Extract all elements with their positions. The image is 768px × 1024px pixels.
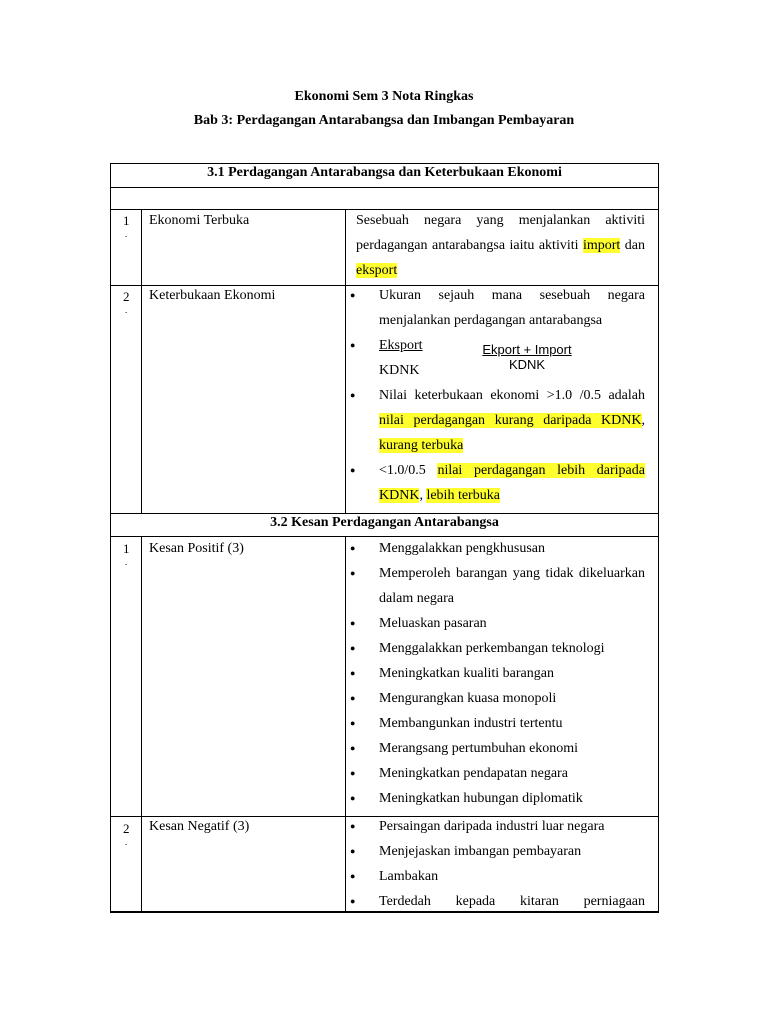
list-item: ● Lambakan xyxy=(346,864,645,889)
table-rule xyxy=(110,187,659,188)
term-label: Ekonomi Terbuka xyxy=(149,213,250,228)
document-title: Ekonomi Sem 3 Nota Ringkas xyxy=(294,89,474,104)
term-definition: Sesebuah negara yang menjalankan aktiviti perdagangan antarabangsa iaitu aktiviti import dan eksport xyxy=(356,213,646,278)
document-subtitle: Bab 3: Perdagangan Antarabangsa dan Imbangan Pembayaran xyxy=(193,113,575,128)
list-item: ● Memperoleh barangan yang tidak dikeluarkan dalam negara xyxy=(346,561,645,611)
list-item: ● Menggalakkan perkembangan teknologi xyxy=(346,636,645,661)
section-heading: 3.2 Kesan Perdagangan Antarabangsa xyxy=(270,515,499,530)
table-border-top xyxy=(110,163,659,164)
highlight-text: eksport xyxy=(356,263,398,278)
list-item: ● Persaingan daripada industri luar negara xyxy=(346,814,645,839)
highlight-text: nilai perdagangan kurang daripada KDNK xyxy=(379,413,642,428)
table-border-right xyxy=(658,163,659,913)
list-item: ● Terdedah kepada kitaran perniagaan xyxy=(346,889,645,914)
term-label: Kesan Positif (3) xyxy=(149,541,244,556)
highlight-text: kurang terbuka xyxy=(379,438,464,453)
list-item: ● Meluaskan pasaran xyxy=(346,611,645,636)
list-item: ● Ukuran sejauh mana sesebuah negara menjalankan perdagangan antarabangsa xyxy=(346,283,645,333)
formula-numerator: Eksport xyxy=(379,338,423,353)
list-item: ● Meningkatkan pendapatan negara xyxy=(346,761,645,786)
list-item: ● Meningkatkan kualiti barangan xyxy=(346,661,645,686)
openness-formula xyxy=(472,342,582,372)
notes-table xyxy=(110,163,659,913)
negative-effects-list xyxy=(346,814,645,914)
list-item: ● Membangunkan industri tertentu xyxy=(346,711,645,736)
highlight-text: nilai perdagangan lebih daripada KDNK xyxy=(379,463,645,503)
definition-list xyxy=(346,283,645,508)
highlight-text: lebih terbuka xyxy=(426,488,500,503)
list-item: ● <1.0/0.5 nilai perdagangan lebih daripada KDNK, lebih terbuka xyxy=(346,458,645,508)
highlight-text: import xyxy=(582,238,621,253)
list-item: ● Nilai keterbukaan ekonomi >1.0 /0.5 adalah nilai perdagangan kurang daripada KDNK, kurang terbuka xyxy=(346,383,645,458)
formula-denominator: KDNK xyxy=(379,363,420,378)
row-number: 2 . xyxy=(123,289,130,315)
row-number: 2 . xyxy=(123,821,130,847)
list-item: ● Merangsang pertumbuhan ekonomi xyxy=(346,736,645,761)
term-label: Keterbukaan Ekonomi xyxy=(149,288,276,303)
term-label: Kesan Negatif (3) xyxy=(149,819,250,834)
row-number: 1 . xyxy=(123,213,130,239)
column-divider xyxy=(141,536,142,913)
row-number: 1 . xyxy=(123,541,130,567)
table-rule xyxy=(110,513,659,514)
section-heading: 3.1 Perdagangan Antarabangsa dan Keterbukaan Ekonomi xyxy=(207,165,562,180)
list-item: ● Meningkatkan hubungan diplomatik xyxy=(346,786,645,811)
formula-numerator: Ekport + Import xyxy=(482,342,572,357)
formula-denominator: KDNK xyxy=(508,357,546,372)
column-divider xyxy=(141,209,142,513)
table-border-left xyxy=(110,163,111,913)
list-item: ● Mengurangkan kuasa monopoli xyxy=(346,686,645,711)
positive-effects-list xyxy=(346,536,645,811)
list-item: ● Menggalakkan pengkhususan xyxy=(346,536,645,561)
list-item: ● Menjejaskan imbangan pembayaran xyxy=(346,839,645,864)
